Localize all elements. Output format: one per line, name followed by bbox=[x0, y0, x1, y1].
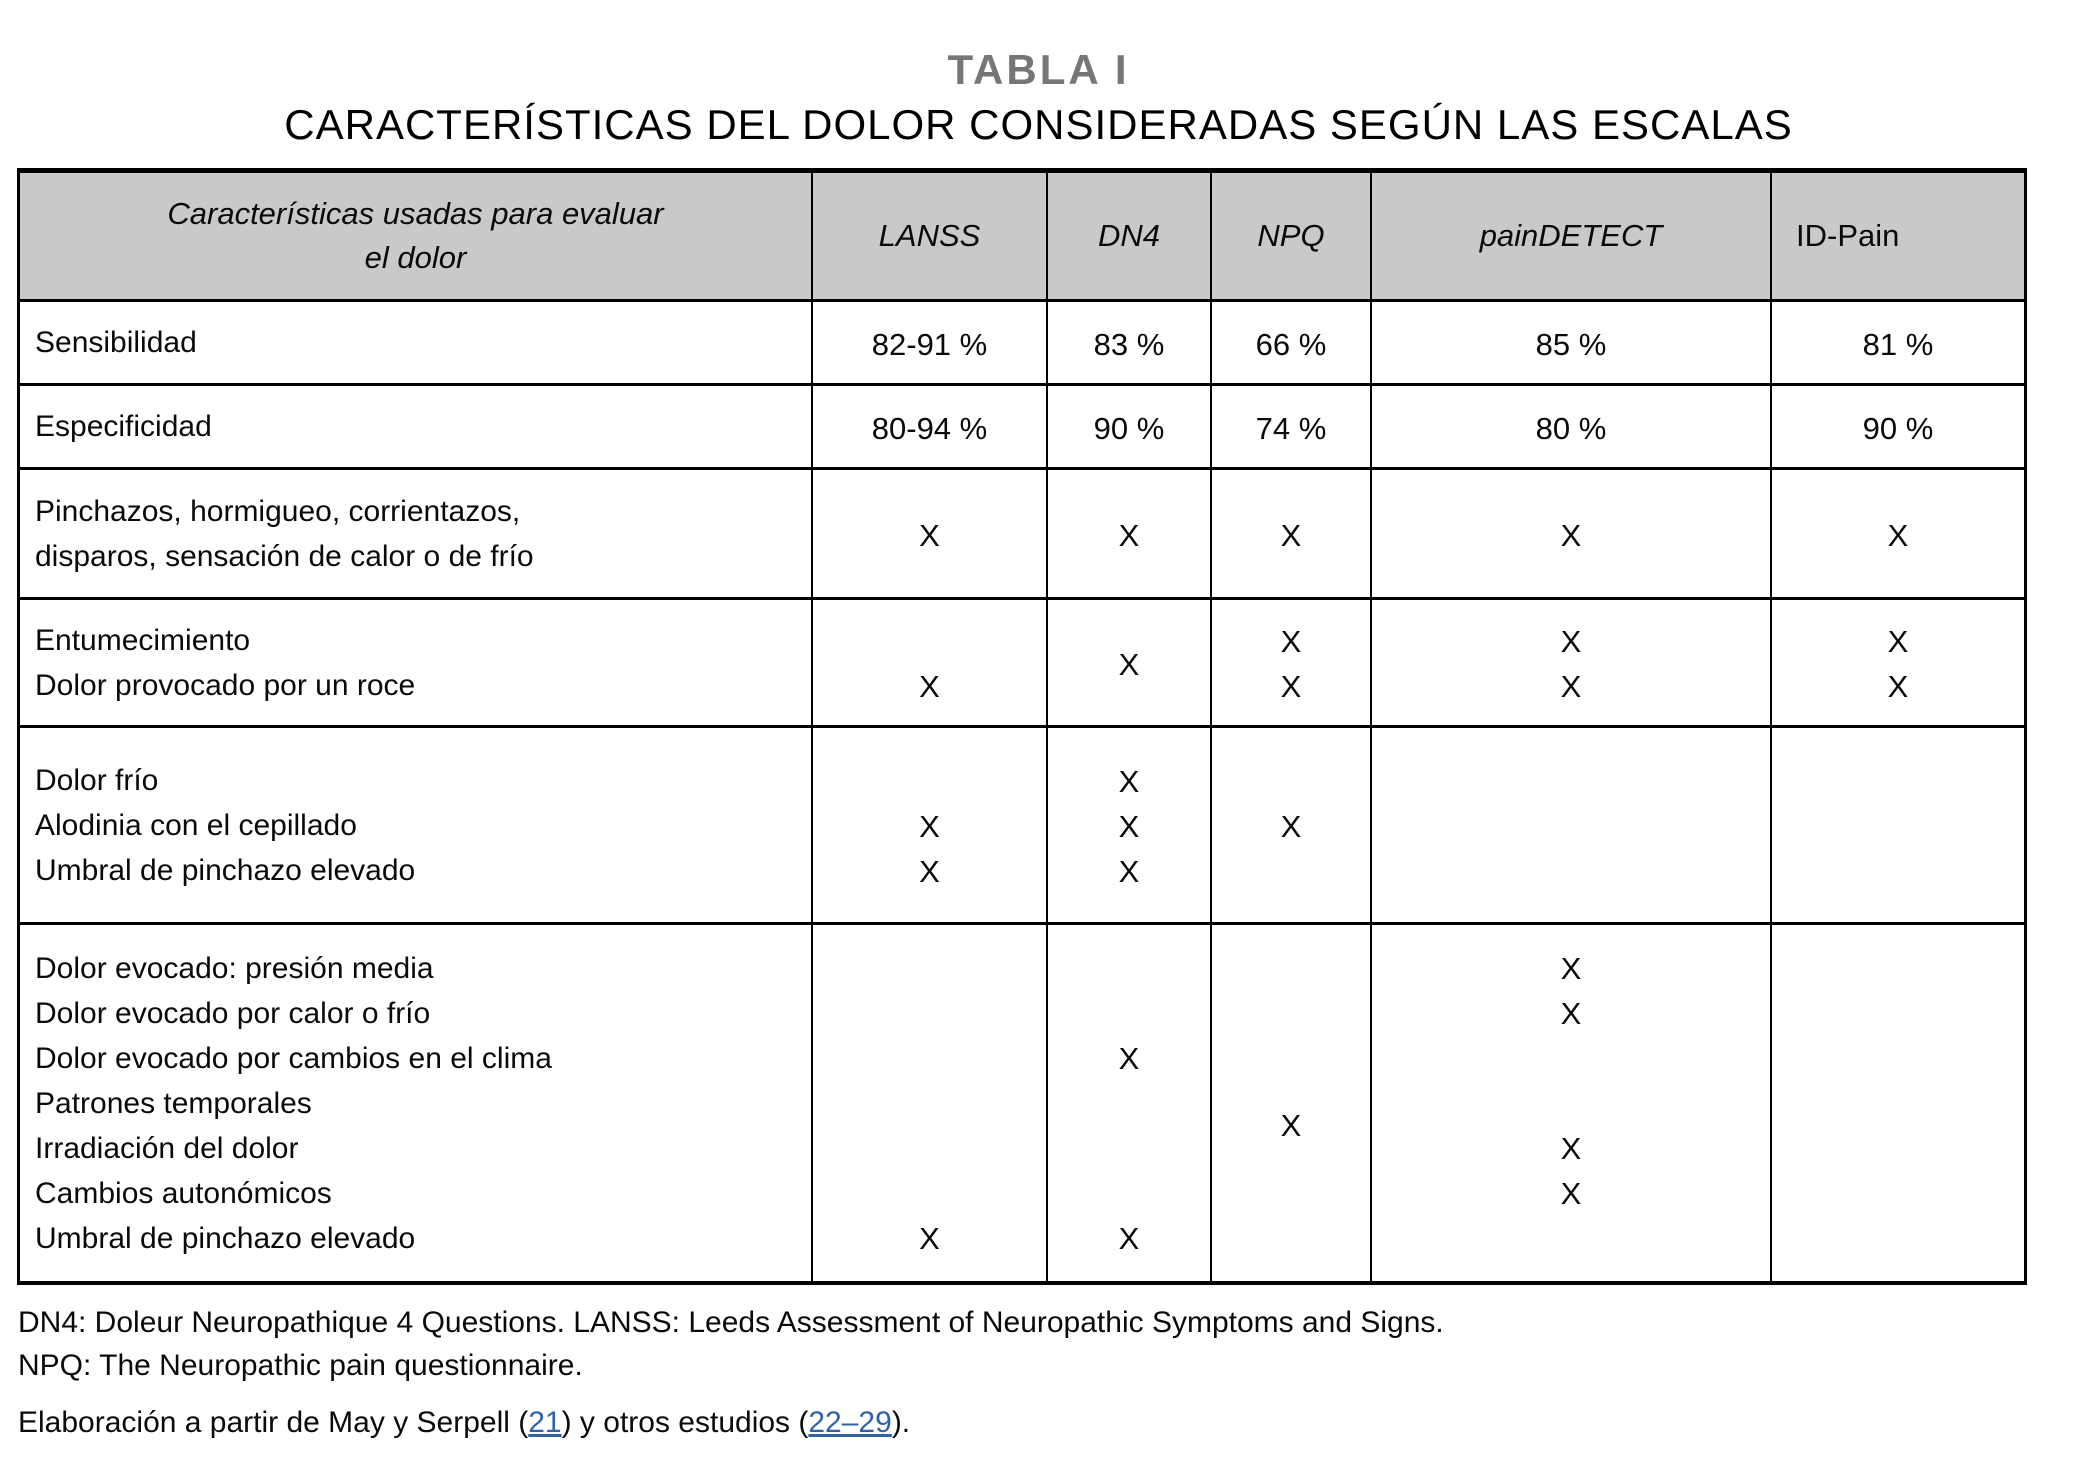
table-cell bbox=[1212, 386, 1372, 470]
reference-link-21[interactable]: 21 bbox=[528, 1406, 562, 1439]
x-mark: X bbox=[1560, 1130, 1582, 1166]
x-mark: X bbox=[1280, 809, 1302, 844]
table-cell bbox=[1772, 925, 2024, 1281]
row-label bbox=[20, 925, 813, 1281]
row-label-line: Patrones temporales bbox=[35, 1086, 312, 1120]
row-label bbox=[20, 386, 813, 470]
x-mark: X bbox=[1560, 950, 1582, 986]
x-mark: X bbox=[1118, 854, 1140, 889]
header-characteristics-line: el dolor bbox=[364, 240, 467, 275]
header-characteristics bbox=[20, 173, 813, 302]
table-cell bbox=[1212, 728, 1372, 925]
header-label: DN4 bbox=[1097, 218, 1160, 253]
cell-value: 74 % bbox=[1255, 410, 1327, 446]
x-mark: X bbox=[1280, 669, 1302, 704]
row-label-line: Entumecimiento bbox=[35, 623, 251, 657]
header-characteristics-line: Características usadas para evaluar bbox=[167, 196, 664, 231]
header-label: ID-Pain bbox=[1796, 218, 1900, 253]
x-mark: X bbox=[1118, 1220, 1140, 1256]
table-cell bbox=[1772, 302, 2024, 386]
x-mark: X bbox=[919, 809, 940, 844]
row-label-line: Umbral de pinchazo elevado bbox=[35, 1221, 416, 1255]
header-paindetect bbox=[1372, 173, 1772, 302]
x-mark: X bbox=[1887, 517, 1909, 553]
source-text-prefix: Elaboración a partir de May y Serpell ( bbox=[18, 1406, 529, 1439]
table-cell bbox=[1048, 600, 1212, 728]
row-label-line: Pinchazos, hormigueo, corrientazos, bbox=[35, 494, 521, 528]
table-footnotes bbox=[18, 1301, 2077, 1444]
row-label-line: Dolor evocado: presión media bbox=[35, 951, 434, 985]
row-label-line: Umbral de pinchazo elevado bbox=[35, 853, 416, 887]
table-cell bbox=[1372, 470, 1772, 600]
table-cell bbox=[1372, 302, 1772, 386]
footnote-source bbox=[18, 1401, 2077, 1444]
row-label-line: Cambios autonómicos bbox=[35, 1176, 332, 1210]
x-mark: X bbox=[1118, 646, 1140, 682]
table-caption bbox=[0, 0, 2077, 148]
source-text-mid: ) y otros estudios ( bbox=[561, 1406, 809, 1439]
x-mark: X bbox=[1560, 624, 1582, 659]
table-cell bbox=[1372, 925, 1772, 1281]
table-cell bbox=[1772, 470, 2024, 600]
table-cell bbox=[1212, 600, 1372, 728]
table-cell bbox=[1048, 470, 1212, 600]
row-label-line: Dolor evocado por cambios en el clima bbox=[35, 1041, 552, 1075]
table-cell bbox=[813, 386, 1048, 470]
table-cell bbox=[1772, 386, 2024, 470]
cell-value: 80 % bbox=[1535, 410, 1607, 446]
x-mark: X bbox=[919, 669, 940, 704]
source-text-suffix: ). bbox=[891, 1406, 911, 1439]
table-cell bbox=[813, 302, 1048, 386]
x-mark: X bbox=[1560, 1175, 1582, 1211]
reference-link-22-29[interactable]: 22–29 bbox=[808, 1406, 892, 1439]
table-cell bbox=[1372, 600, 1772, 728]
row-label-line: disparos, sensación de calor o de frío bbox=[35, 539, 534, 573]
x-mark: X bbox=[1118, 517, 1140, 553]
footnote-abbreviations-2: NPQ: The Neuropathic pain questionnaire. bbox=[18, 1349, 583, 1382]
cell-value: 81 % bbox=[1862, 326, 1934, 362]
header-dn4 bbox=[1048, 173, 1212, 302]
row-label-line: Dolor evocado por calor o frío bbox=[35, 996, 431, 1030]
table-cell bbox=[1048, 925, 1212, 1281]
cell-value: 90 % bbox=[1862, 410, 1934, 446]
table-subtitle: CARACTERÍSTICAS DEL DOLOR CONSIDERADAS SEGÚN LAS ESCALAS bbox=[284, 101, 1793, 148]
x-mark: X bbox=[1560, 995, 1582, 1031]
table-cell bbox=[1772, 728, 2024, 925]
cell-value: 83 % bbox=[1093, 326, 1165, 362]
table-cell bbox=[813, 925, 1048, 1281]
row-label-line: Alodinia con el cepillado bbox=[35, 808, 357, 842]
table-cell bbox=[1772, 600, 2024, 728]
x-mark: X bbox=[1118, 809, 1140, 844]
row-label-line: Dolor provocado por un roce bbox=[35, 668, 416, 702]
table-cell bbox=[813, 470, 1048, 600]
x-mark: X bbox=[919, 1220, 940, 1256]
row-label bbox=[20, 728, 813, 925]
pain-scales-table bbox=[17, 168, 2027, 1285]
header-label: NPQ bbox=[1257, 218, 1325, 253]
header-lanss bbox=[813, 173, 1048, 302]
cell-value: 80-94 % bbox=[871, 410, 988, 446]
header-label: painDETECT bbox=[1479, 218, 1663, 253]
cell-value: 82-91 % bbox=[871, 326, 988, 362]
table-cell bbox=[1048, 728, 1212, 925]
table-cell bbox=[1372, 386, 1772, 470]
x-mark: X bbox=[1887, 669, 1909, 704]
x-mark: X bbox=[1560, 517, 1582, 553]
x-mark: X bbox=[1280, 1108, 1302, 1143]
cell-value: 85 % bbox=[1535, 326, 1607, 362]
x-mark: X bbox=[1118, 1040, 1140, 1076]
table-cell bbox=[1372, 728, 1772, 925]
x-mark: X bbox=[1118, 764, 1140, 799]
x-mark: X bbox=[919, 517, 940, 553]
table-cell bbox=[813, 600, 1048, 728]
x-mark: X bbox=[1280, 517, 1302, 553]
footnote-abbreviations-1: DN4: Doleur Neuropathique 4 Questions. LANSS: Leeds Assessment of Neuropathic Symptoms and Signs. bbox=[18, 1306, 1444, 1339]
table-cell bbox=[1212, 470, 1372, 600]
x-mark: X bbox=[1560, 669, 1582, 704]
table-title: TABLA I bbox=[947, 46, 1130, 93]
x-mark: X bbox=[1280, 624, 1302, 659]
header-npq bbox=[1212, 173, 1372, 302]
cell-value: 66 % bbox=[1255, 326, 1327, 362]
row-label-line: Dolor frío bbox=[35, 763, 159, 797]
row-label bbox=[20, 302, 813, 386]
table-cell bbox=[1048, 386, 1212, 470]
row-label bbox=[20, 470, 813, 600]
cell-value: 90 % bbox=[1093, 410, 1165, 446]
row-label-line: Irradiación del dolor bbox=[35, 1131, 299, 1165]
table-cell bbox=[1048, 302, 1212, 386]
header-id-pain bbox=[1772, 173, 2024, 302]
table-cell bbox=[1212, 925, 1372, 1281]
row-label-line: Especificidad bbox=[35, 410, 212, 443]
table-cell bbox=[1212, 302, 1372, 386]
header-label: LANSS bbox=[878, 218, 981, 253]
table-cell bbox=[813, 728, 1048, 925]
row-label-line: Sensibilidad bbox=[35, 326, 197, 359]
x-mark: X bbox=[919, 854, 940, 889]
x-mark: X bbox=[1887, 624, 1909, 659]
row-label bbox=[20, 600, 813, 728]
